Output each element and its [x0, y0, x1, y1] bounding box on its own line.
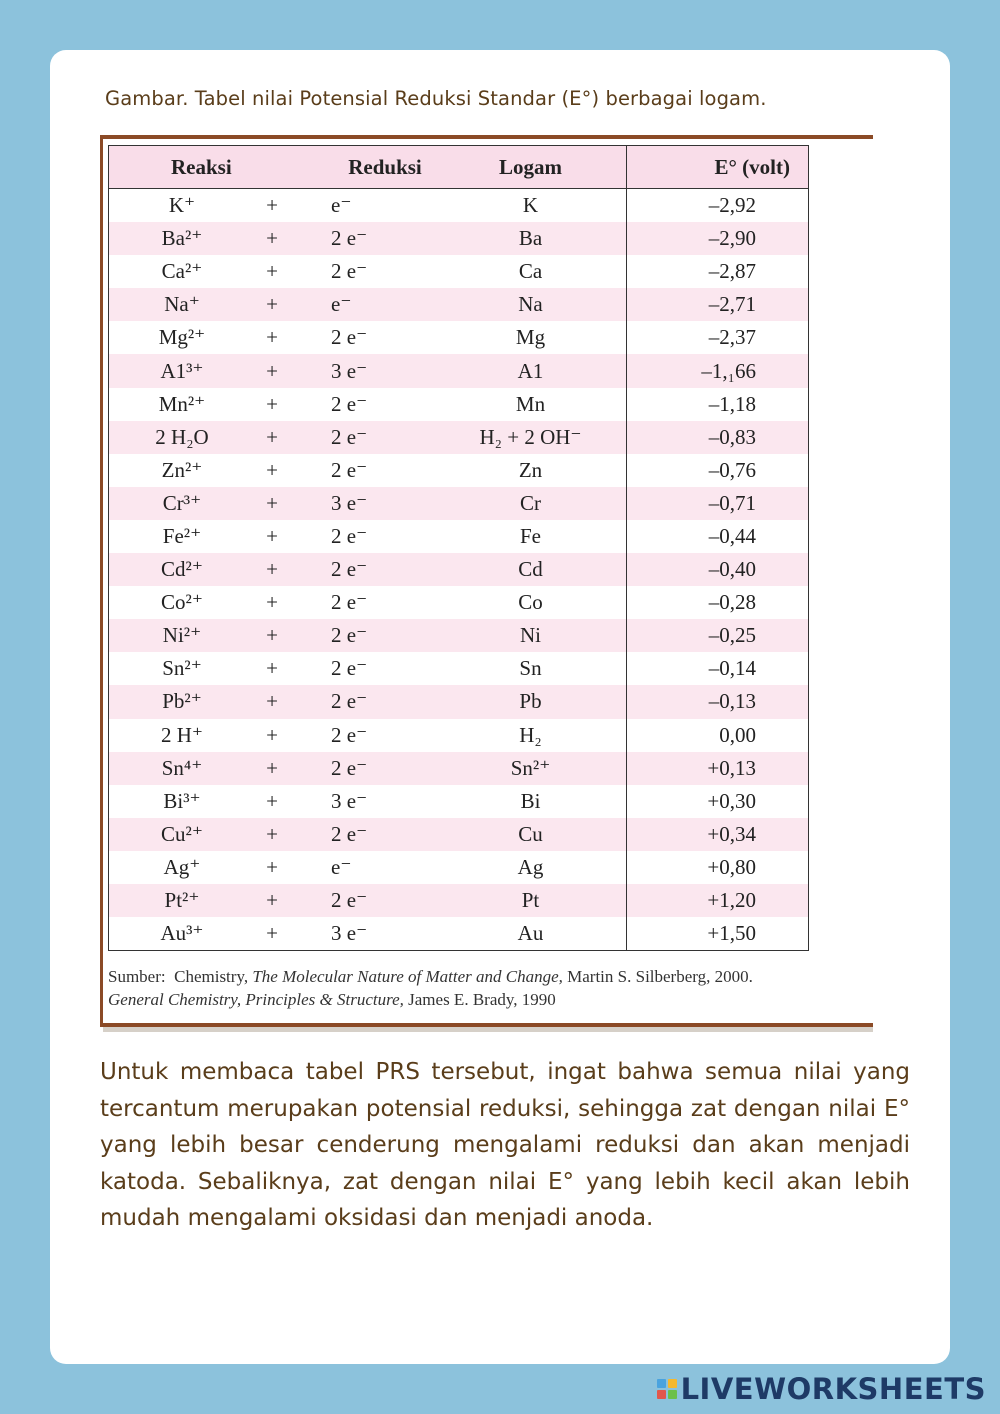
cell-metal: H₂ + 2 OH⁻: [479, 424, 582, 449]
cell-electrons: 2 e⁻: [331, 722, 368, 747]
header-reaksi: Reaksi: [171, 154, 232, 179]
cell-ion: Ca²⁺: [161, 259, 203, 284]
cell-electrons: 2 e⁻: [331, 259, 368, 284]
cell-electrons: e⁻: [331, 292, 352, 317]
cell-ion: Cr³⁺: [162, 490, 202, 515]
cell-electrons: 2 e⁻: [331, 590, 368, 615]
cell-plus: +: [266, 557, 278, 582]
table-row: [109, 586, 808, 619]
cell-metal: Au: [517, 921, 544, 946]
cell-plus: +: [266, 523, 278, 548]
cell-plus: +: [266, 424, 278, 449]
table-header-row: [109, 146, 808, 189]
table-body: [109, 189, 808, 950]
table-row: [109, 652, 808, 685]
cell-plus: +: [266, 259, 278, 284]
cell-electrons: 2 e⁻: [331, 325, 368, 350]
cell-metal: Pt: [521, 888, 540, 913]
table-row: [109, 189, 808, 222]
cell-e-value: 0,00: [626, 719, 808, 752]
cell-metal: Sn²⁺: [510, 755, 551, 780]
cell-metal: Pb: [519, 689, 542, 714]
cell-e-value: –2,71: [626, 288, 808, 321]
table-row: [109, 454, 808, 487]
table-row: [109, 785, 808, 818]
source-ref1-prefix: Chemistry,: [174, 967, 249, 986]
cell-ion: Zn²⁺: [161, 457, 203, 482]
cell-plus: +: [266, 391, 278, 416]
cell-e-value: –2,90: [626, 222, 808, 255]
cell-metal: K: [522, 193, 539, 218]
cell-e-value: –0,25: [626, 619, 808, 652]
table-row: [109, 685, 808, 718]
cell-plus: +: [266, 821, 278, 846]
cell-electrons: 3 e⁻: [331, 788, 368, 813]
source-citation: [108, 965, 878, 1011]
header-reduksi: Reduksi: [348, 154, 422, 179]
cell-metal: Mn: [515, 391, 546, 416]
table-row: [109, 321, 808, 354]
cell-electrons: 2 e⁻: [331, 226, 368, 251]
cell-e-value: –2,37: [626, 321, 808, 354]
table-row: [109, 288, 808, 321]
cell-metal: Ag: [517, 854, 544, 879]
cell-metal: Cu: [518, 821, 543, 846]
brand-name: LIVEWORKSHEETS: [680, 1372, 986, 1406]
cell-plus: +: [266, 226, 278, 251]
cell-ion: 2 H₂O: [155, 424, 209, 449]
explanation-paragraph: Untuk membaca tabel PRS tersebut, ingat bahwa semua nilai yang tercantum merupakan potensial reduksi, sehingga zat dengan nilai E° yang lebih besar cenderung mengalami reduksi dan akan menjadi katoda. Sebaliknya, zat dengan nilai E° yang lebih kecil akan lebih mudah mengalami oksidasi dan menjadi anoda.: [100, 1059, 910, 1231]
table-row: [109, 818, 808, 851]
cell-plus: +: [266, 854, 278, 879]
cell-ion: Mg²⁺: [158, 325, 206, 350]
header-e-volt: E° (volt): [626, 146, 808, 188]
cell-electrons: 2 e⁻: [331, 557, 368, 582]
cell-metal: Fe: [520, 523, 541, 548]
cell-metal: Ca: [518, 259, 543, 284]
cell-e-value: +0,13: [626, 752, 808, 785]
cell-ion: Ag⁺: [163, 854, 201, 879]
cell-metal: A1: [517, 358, 544, 383]
cell-plus: +: [266, 457, 278, 482]
table-row: [109, 917, 808, 950]
cell-e-value: –0,83: [626, 421, 808, 454]
cell-metal: Zn: [518, 457, 543, 482]
cell-e-value: –0,44: [626, 520, 808, 553]
cell-e-value: –2,92: [626, 189, 808, 222]
source-ref2-title: General Chemistry, Principles & Structure,: [108, 990, 404, 1009]
table-row: [109, 388, 808, 421]
cell-e-value: –0,71: [626, 487, 808, 520]
cell-e-value: +1,50: [626, 917, 808, 950]
cell-ion: Pt²⁺: [164, 888, 200, 913]
source-ref1-title: The Molecular Nature of Matter and Change,: [252, 967, 563, 986]
table-row: [109, 752, 808, 785]
cell-metal: Cd: [518, 557, 543, 582]
worksheet-card: [50, 50, 950, 1364]
cell-metal: H₂: [519, 722, 542, 747]
source-ref1-rest: Martin S. Silberberg, 2000.: [567, 967, 753, 986]
table-row: [109, 884, 808, 917]
cell-e-value: –0,14: [626, 652, 808, 685]
cell-plus: +: [266, 358, 278, 383]
table-row: [109, 222, 808, 255]
table-row: [109, 553, 808, 586]
cell-electrons: 3 e⁻: [331, 921, 368, 946]
cell-electrons: 2 e⁻: [331, 424, 368, 449]
cell-electrons: 3 e⁻: [331, 358, 368, 383]
cell-plus: +: [266, 193, 278, 218]
cell-plus: +: [266, 921, 278, 946]
cell-e-value: +0,34: [626, 818, 808, 851]
table-row: [109, 719, 808, 752]
cell-ion: Au³⁺: [160, 921, 204, 946]
table-row: [109, 851, 808, 884]
cell-metal: Cr: [520, 490, 541, 515]
cell-plus: +: [266, 888, 278, 913]
cell-electrons: 2 e⁻: [331, 888, 368, 913]
cell-ion: Na⁺: [164, 292, 200, 317]
cell-ion: K⁺: [168, 193, 196, 218]
cell-e-value: –2,87: [626, 255, 808, 288]
table-row: [109, 520, 808, 553]
cell-electrons: 2 e⁻: [331, 689, 368, 714]
cell-plus: +: [266, 755, 278, 780]
cell-electrons: e⁻: [331, 193, 352, 218]
cell-ion: Cu²⁺: [161, 821, 203, 846]
cell-e-value: –0,13: [626, 685, 808, 718]
cell-ion: Sn⁴⁺: [161, 755, 203, 780]
cell-electrons: 2 e⁻: [331, 656, 368, 681]
cell-plus: +: [266, 590, 278, 615]
cell-electrons: 3 e⁻: [331, 490, 368, 515]
cell-e-value: –0,28: [626, 586, 808, 619]
cell-plus: +: [266, 656, 278, 681]
cell-plus: +: [266, 490, 278, 515]
cell-ion: Fe²⁺: [162, 523, 202, 548]
cell-ion: Cd²⁺: [161, 557, 203, 582]
figure-image: [100, 135, 873, 1027]
cell-metal: Sn: [519, 656, 542, 681]
cell-ion: Bi³⁺: [163, 788, 201, 813]
liveworksheets-logo[interactable]: [657, 1372, 986, 1406]
cell-ion: Mn²⁺: [158, 391, 206, 416]
cell-e-value: –0,76: [626, 454, 808, 487]
cell-e-value: +0,30: [626, 785, 808, 818]
source-ref2-rest: James E. Brady, 1990: [408, 990, 556, 1009]
cell-plus: +: [266, 722, 278, 747]
cell-metal: Na: [518, 292, 543, 317]
liveworksheets-logo-icon: [657, 1379, 677, 1399]
table-row: [109, 619, 808, 652]
cell-ion: Ba²⁺: [161, 226, 203, 251]
source-label: Sumber:: [108, 967, 166, 986]
cell-e-value: –1,18: [626, 388, 808, 421]
table-row: [109, 255, 808, 288]
cell-plus: +: [266, 623, 278, 648]
cell-ion: Ni²⁺: [162, 623, 202, 648]
cell-e-value: +1,20: [626, 884, 808, 917]
cell-ion: Co²⁺: [161, 590, 203, 615]
cell-electrons: 2 e⁻: [331, 457, 368, 482]
cell-electrons: 2 e⁻: [331, 391, 368, 416]
cell-e-value: –0,40: [626, 553, 808, 586]
cell-electrons: e⁻: [331, 854, 352, 879]
cell-e-value: +0,80: [626, 851, 808, 884]
table-row: [109, 421, 808, 454]
figure-caption: Gambar. Tabel nilai Potensial Reduksi Standar (E°) berbagai logam.: [105, 87, 767, 110]
cell-metal: Ba: [518, 226, 543, 251]
table-row: [109, 487, 808, 520]
reduction-potential-table: [108, 145, 809, 951]
cell-plus: +: [266, 325, 278, 350]
cell-electrons: 2 e⁻: [331, 821, 368, 846]
cell-metal: Ni: [520, 623, 541, 648]
table-row: [109, 354, 808, 387]
header-logam: Logam: [499, 154, 562, 179]
cell-electrons: 2 e⁻: [331, 755, 368, 780]
cell-plus: +: [266, 292, 278, 317]
cell-metal: Mg: [515, 325, 546, 350]
cell-ion: A1³⁺: [160, 358, 204, 383]
cell-electrons: 2 e⁻: [331, 523, 368, 548]
cell-ion: Pb²⁺: [162, 689, 202, 714]
cell-metal: Bi: [520, 788, 541, 813]
cell-electrons: 2 e⁻: [331, 623, 368, 648]
cell-ion: 2 H⁺: [161, 722, 203, 747]
cell-plus: +: [266, 788, 278, 813]
cell-e-value: –1,₁66: [626, 354, 808, 387]
cell-ion: Sn²⁺: [162, 656, 202, 681]
cell-metal: Co: [518, 590, 543, 615]
cell-plus: +: [266, 689, 278, 714]
